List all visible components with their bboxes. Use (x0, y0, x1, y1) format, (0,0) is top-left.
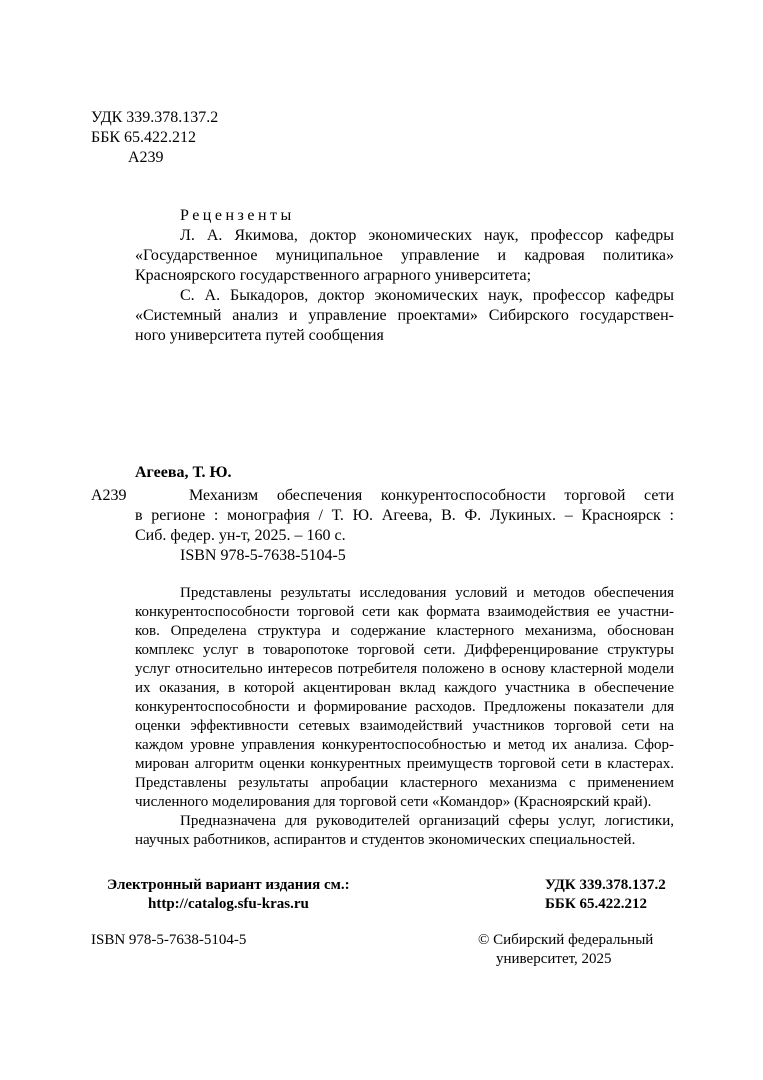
reviewer-line: Красноярского государственного аграрного университета; (135, 267, 532, 284)
annotation-line: их оказания, в которой акцентирован вклад каждого участника в обеспечение (135, 680, 674, 696)
annotation-line: Представлены результаты апробации кластерного механизма с применением (135, 775, 674, 791)
annotation-line: конкурентоспособности торговой сети как формата взаимодействия ее участни- (135, 604, 674, 620)
bibliography-line: в регионе : монография / Т. Ю. Агеева, В. Ф. Лукиных. – Красноярск : (135, 507, 674, 524)
annotation-line: оценки эффективности сетевых взаимодействий участников торговой сети на (135, 718, 674, 734)
annotation-line: научных работников, аспирантов и студентов экономических специальностей. (135, 832, 636, 848)
annotation-line: мирован алгоритм оценки конкурентных преимуществ торговой сети в кластерах. (135, 756, 674, 772)
catalog-url[interactable]: http://catalog.sfu-kras.ru (148, 896, 309, 912)
annotation-line: Представлены результаты исследования условий и методов обеспечения (180, 585, 674, 601)
annotation-line: ков. Определена структура и содержание кластерного механизма, обоснован (135, 623, 674, 639)
copyright-line: университет, 2025 (496, 951, 612, 967)
reviewer-line: ного университета путей сообщения (135, 327, 384, 344)
book-author: Агеева, Т. Ю. (135, 464, 232, 481)
reviewer-line: Л. А. Якимова, доктор экономических наук, профессор кафедры (180, 227, 674, 244)
electronic-version-label: Электронный вариант издания см.: (107, 877, 350, 893)
bbk-code: ББК 65.422.212 (91, 129, 197, 146)
reviewer-line: «Системный анализ и управление проектами» Сибирского государствен- (135, 307, 674, 324)
reviewer-line: «Государственное муниципальное управление и кадровая политика» (135, 247, 674, 264)
annotation-line: численного моделирования для торговой сети «Командор» (Красноярский край). (135, 794, 652, 810)
footer-udc: УДК 339.378.137.2 (545, 877, 666, 893)
reviewers-heading: Рецензенты (180, 207, 295, 224)
udc-code: УДК 339.378.137.2 (91, 109, 219, 126)
annotation-line: Предназначена для руководителей организаций сферы услуг, логистики, (180, 813, 674, 829)
copyright-line: © Сибирский федеральный (478, 932, 654, 948)
bibliography-title: Механизм обеспечения конкурентоспособности торговой сети (189, 487, 674, 504)
bibliography-line: Сиб. федер. ун-т, 2025. – 160 с. (135, 527, 346, 544)
bibliography-isbn: ISBN 978-5-7638-5104-5 (180, 547, 346, 564)
annotation-line: услуг относительно интересов потребителя положено в основу кластерной модели (135, 661, 674, 677)
annotation-line: комплекс услуг в товаропотоке торговой сети. Дифференцирование структуры (135, 642, 674, 658)
reviewer-line: С. А. Быкадоров, доктор экономических наук, профессор кафедры (180, 287, 674, 304)
annotation-line: конкурентоспособности и формирование расходов. Предложены показатели для (135, 699, 674, 715)
footer-isbn: ISBN 978-5-7638-5104-5 (91, 932, 247, 948)
bibliography-mark: А239 (91, 487, 127, 504)
author-mark: А239 (128, 149, 164, 166)
footer-bbk: ББК 65.422.212 (545, 896, 647, 912)
annotation-line: каждом уровне управления конкурентоспособностью и метод их анализа. Сфор- (135, 737, 674, 753)
